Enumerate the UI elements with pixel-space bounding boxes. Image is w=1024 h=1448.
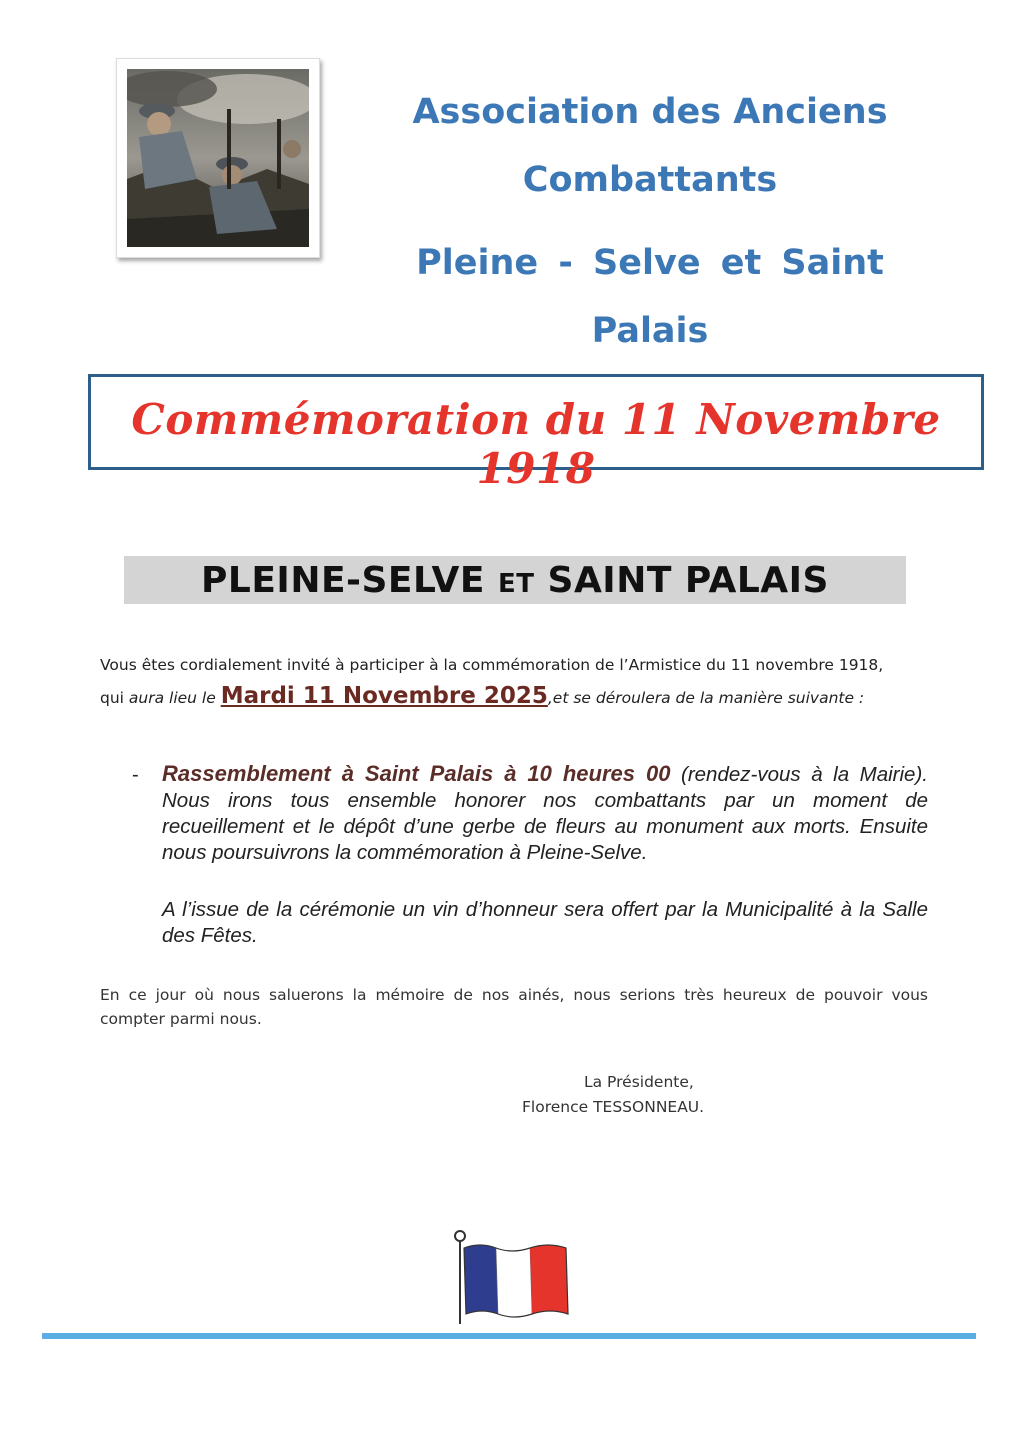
programme-gathering: Rassemblement à Saint Palais à 10 heures 00 [162,761,671,786]
header-town-line1: Pleine - Selve et Saint [416,243,884,283]
header-association-line2: Combattants [522,160,778,200]
intro-line1: Vous êtes cordialement invité à participer à la commémoration de l’Armistice du 11 novembre 1918, [100,656,884,674]
soldiers-illustration [116,58,320,258]
banner-title: Commémoration du 11 Novembre 1918 [131,395,941,493]
closing-paragraph: En ce jour où nous saluerons la mémoire de nos ainés, nous serions très heureux de pouvoir vous compter parmi nous. [100,986,928,1028]
bottom-rule [42,1333,976,1339]
programme-paragraph [162,761,928,866]
intro-line2-b: aura lieu le [128,689,221,707]
intro-line2-a: qui [100,689,129,707]
location-heading-part2: ET [497,569,535,599]
location-heading-part1: PLEINE-SELVE [201,560,498,601]
location-heading-part3: SAINT PALAIS [534,560,829,601]
bullet-dash: - [132,764,139,786]
commemoration-banner [88,374,984,493]
intro-line2-c: ,et se déroulera de la manière suivante : [547,689,865,707]
programme-details: (rendez-vous à la Mairie). Nous irons tous ensemble honorer nos combattants par un moment de recueillement et le dépôt d’une gerbe de fleurs au monument aux morts. Ensuite nous poursuivrons la commémoration à Pleine-Selve. [162,763,928,864]
event-date: Mardi 11 Novembre 2025 [220,683,548,709]
intro-line2 [100,683,940,709]
signature-role: La Présidente, [584,1073,694,1091]
header-association-line1: Association des Anciens [412,92,888,132]
reception-paragraph: A l’issue de la cérémonie un vin d’honneur sera offert par la Municipalité à la Salle des Fêtes. [162,898,928,947]
signature-name: Florence TESSONNEAU. [522,1098,705,1116]
header-town-line2: Palais [591,311,709,351]
location-heading [124,556,906,604]
french-flag-icon [450,1228,574,1329]
location-heading-text [124,560,906,601]
